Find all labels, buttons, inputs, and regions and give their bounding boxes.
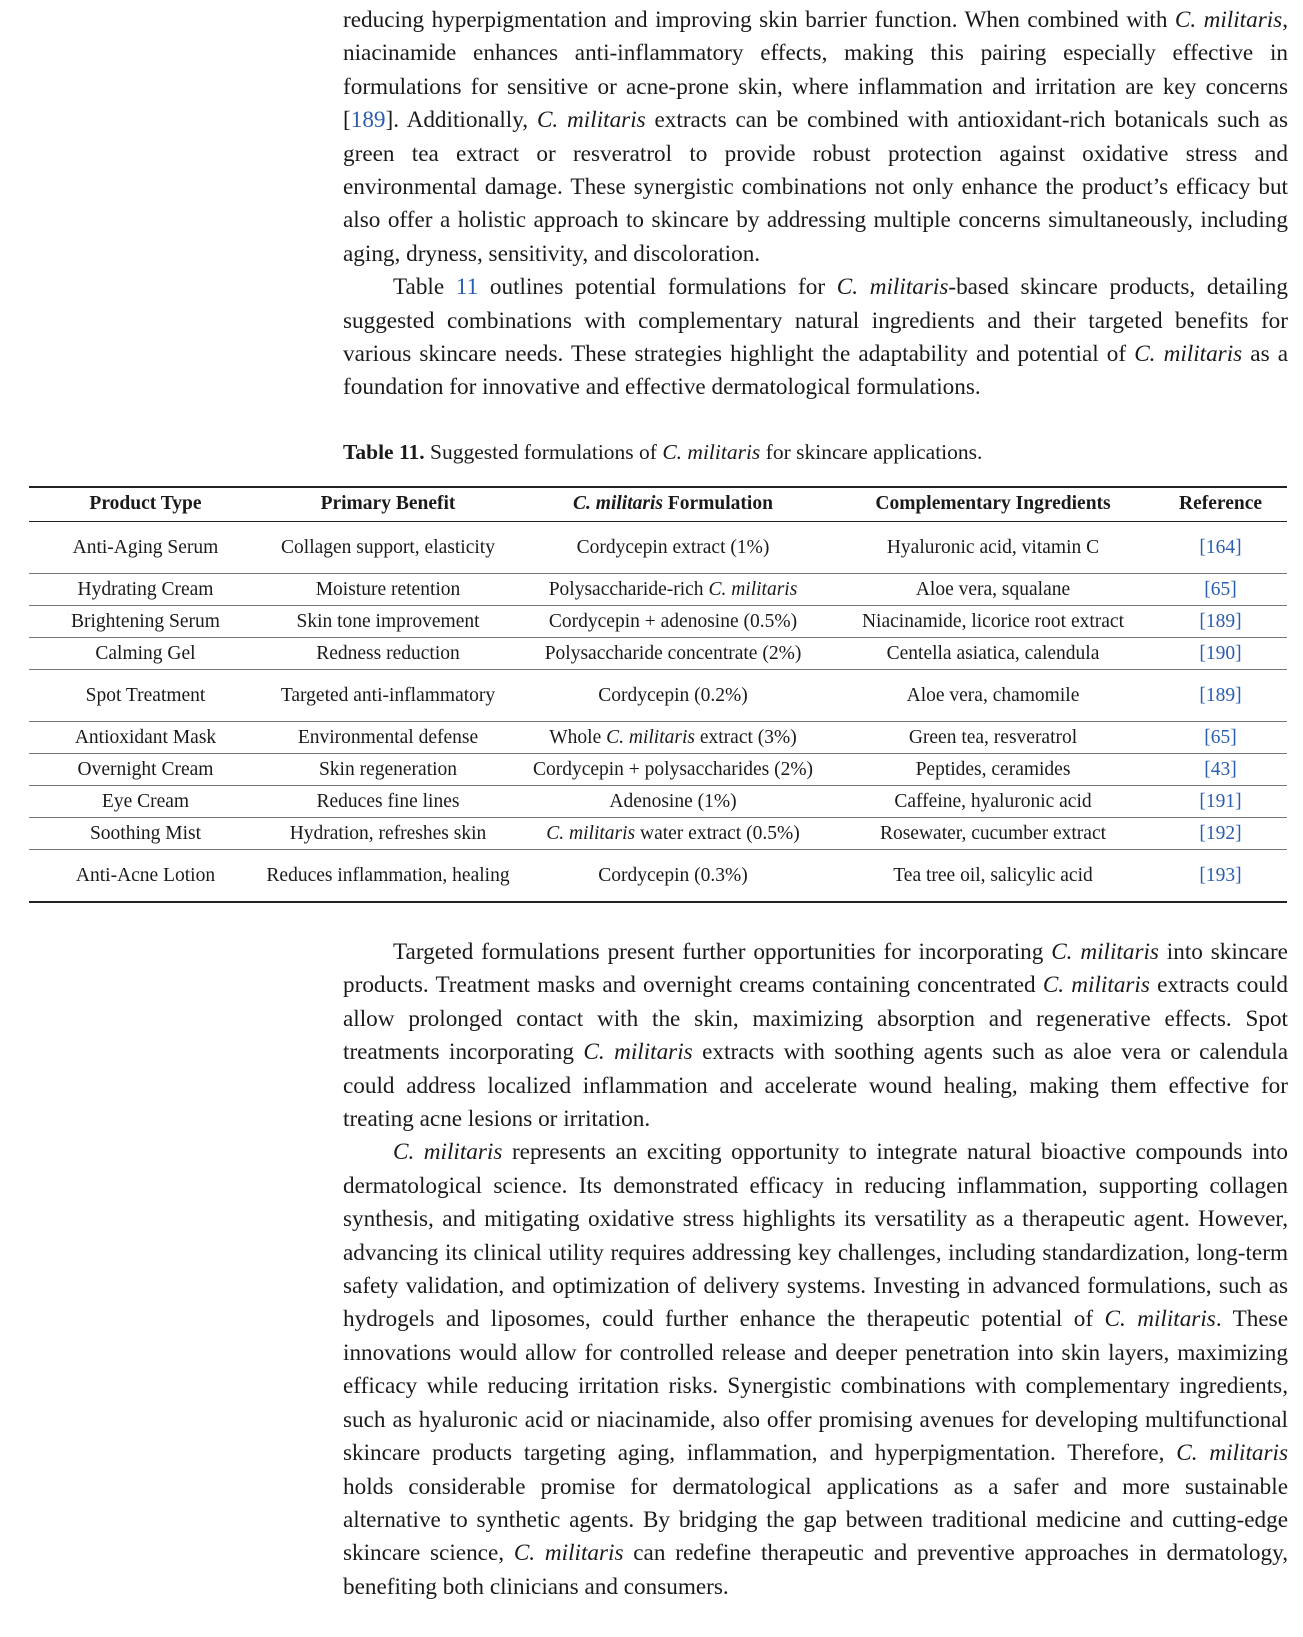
header-reference: Reference [1154, 487, 1287, 522]
table-row [29, 522, 1287, 574]
cell-reference [1154, 574, 1287, 606]
cell-reference [1154, 786, 1287, 818]
cell-product-type: Overnight Cream [29, 754, 262, 786]
cell-formulation: Cordycepin + polysaccharides (2%) [514, 754, 832, 786]
cell-primary-benefit: Skin regeneration [262, 754, 514, 786]
cell-complementary-ingredients: Hyaluronic acid, vitamin C [832, 522, 1154, 574]
citation-link[interactable]: [192] [1199, 822, 1242, 844]
table-header-row [29, 487, 1287, 522]
cell-complementary-ingredients: Centella asiatica, calendula [832, 638, 1154, 670]
cell-formulation: C. militaris water extract (0.5%) [514, 818, 832, 850]
citation-link[interactable]: [190] [1199, 642, 1242, 664]
cell-product-type: Spot Treatment [29, 670, 262, 722]
cell-reference [1154, 850, 1287, 903]
cell-product-type: Hydrating Cream [29, 574, 262, 606]
header-complementary-ingredients: Complementary Ingredients [832, 487, 1154, 522]
cell-primary-benefit: Reduces inflammation, healing [262, 850, 514, 903]
table-row [29, 850, 1287, 903]
cell-formulation: Whole C. militaris extract (3%) [514, 722, 832, 754]
cell-complementary-ingredients: Green tea, resveratrol [832, 722, 1154, 754]
cell-reference [1154, 670, 1287, 722]
table-body [29, 522, 1287, 903]
cell-reference [1154, 818, 1287, 850]
cell-primary-benefit: Redness reduction [262, 638, 514, 670]
table-row [29, 670, 1287, 722]
cell-formulation: Polysaccharide concentrate (2%) [514, 638, 832, 670]
table-row [29, 754, 1287, 786]
header-formulation: C. militaris Formulation [514, 487, 832, 522]
citation-link-189[interactable]: 189 [350, 107, 386, 134]
cell-complementary-ingredients: Caffeine, hyaluronic acid [832, 786, 1154, 818]
cell-complementary-ingredients: Aloe vera, squalane [832, 574, 1154, 606]
cell-primary-benefit: Hydration, refreshes skin [262, 818, 514, 850]
cell-complementary-ingredients: Aloe vera, chamomile [832, 670, 1154, 722]
citation-link[interactable]: [191] [1199, 790, 1242, 812]
citation-link[interactable]: [193] [1199, 864, 1242, 886]
cell-reference [1154, 606, 1287, 638]
paragraph-niacinamide: reducing hyperpigmentation and improving skin barrier function. When combined with C. militaris, niacinamide enhances anti-inflammatory effects, making this pairing especially effective in formulations for sensitive or acne-prone skin, where inflammation and irritation are key concerns [189]. Additionally, C. militaris extracts can be combined with antioxidant-rich botanicals such as green tea extract or resveratrol to provide robust protection against oxidative stress and environmental damage. These synergistic combinations not only enhance the product’s efficacy but also offer a holistic approach to skincare by addressing multiple concerns simultaneously, including aging, dryness, sensitivity, and discoloration. [343, 7, 1288, 267]
cell-formulation: Cordycepin + adenosine (0.5%) [514, 606, 832, 638]
cell-complementary-ingredients: Rosewater, cucumber extract [832, 818, 1154, 850]
citation-link[interactable]: [65] [1204, 726, 1237, 748]
citation-link[interactable]: [43] [1204, 758, 1237, 780]
header-primary-benefit: Primary Benefit [262, 487, 514, 522]
cell-primary-benefit: Moisture retention [262, 574, 514, 606]
cell-product-type: Brightening Serum [29, 606, 262, 638]
cell-product-type: Soothing Mist [29, 818, 262, 850]
citation-link[interactable]: [189] [1199, 684, 1242, 706]
citation-link[interactable]: [189] [1199, 610, 1242, 632]
cell-complementary-ingredients: Tea tree oil, salicylic acid [832, 850, 1154, 903]
bottom-body-text [343, 936, 1288, 1604]
cell-complementary-ingredients: Peptides, ceramides [832, 754, 1154, 786]
cell-product-type: Eye Cream [29, 786, 262, 818]
cell-primary-benefit: Reduces fine lines [262, 786, 514, 818]
cell-reference [1154, 754, 1287, 786]
table-link-11[interactable]: 11 [455, 274, 479, 301]
cell-primary-benefit: Targeted anti-inflammatory [262, 670, 514, 722]
formulations-table [29, 486, 1287, 903]
cell-formulation: Cordycepin (0.2%) [514, 670, 832, 722]
cell-formulation: Cordycepin extract (1%) [514, 522, 832, 574]
cell-formulation: Polysaccharide-rich C. militaris [514, 574, 832, 606]
citation-link[interactable]: [164] [1199, 536, 1242, 558]
cell-reference [1154, 522, 1287, 574]
cell-product-type: Anti-Aging Serum [29, 522, 262, 574]
table-caption: Table 11. Suggested formulations of C. militaris for skincare applications. [343, 440, 983, 464]
table-row [29, 606, 1287, 638]
cell-primary-benefit: Skin tone improvement [262, 606, 514, 638]
table-row [29, 638, 1287, 670]
cell-product-type: Antioxidant Mask [29, 722, 262, 754]
cell-reference [1154, 722, 1287, 754]
cell-reference [1154, 638, 1287, 670]
paragraph-table-intro: Table 11 outlines potential formulations for C. militaris-based skincare products, detailing suggested combinations with complementary natural ingredients and their targeted benefits for various skincare needs. These strategies highlight the adaptability and potential of C. militaris as a foundation for innovative and effective dermatological formulations. [343, 274, 1288, 401]
cell-formulation: Adenosine (1%) [514, 786, 832, 818]
header-product-type: Product Type [29, 487, 262, 522]
paragraph-targeted-formulations: Targeted formulations present further opportunities for incorporating C. militaris into skincare products. Treatment masks and overnight creams containing concentrated C. militaris extracts could allow prolonged contact with the skin, maximizing absorption and regenerative effects. Spot treatments incorporating C. militaris extracts with soothing agents such as aloe vera or calendula could address localized inflammation and accelerate wound healing, making them effective for treating acne lesions or irritation. [343, 939, 1288, 1133]
cell-primary-benefit: Environmental defense [262, 722, 514, 754]
table-caption-label: Table 11. [343, 440, 425, 464]
top-body-text [343, 4, 1288, 405]
cell-complementary-ingredients: Niacinamide, licorice root extract [832, 606, 1154, 638]
cell-formulation: Cordycepin (0.3%) [514, 850, 832, 903]
citation-link[interactable]: [65] [1204, 578, 1237, 600]
table-row [29, 722, 1287, 754]
cell-product-type: Anti-Acne Lotion [29, 850, 262, 903]
table-row [29, 818, 1287, 850]
table-row [29, 786, 1287, 818]
cell-primary-benefit: Collagen support, elasticity [262, 522, 514, 574]
cell-product-type: Calming Gel [29, 638, 262, 670]
paragraph-conclusion: C. militaris represents an exciting opportunity to integrate natural bioactive compounds into dermatological science. Its demonstrated efficacy in reducing inflammation, supporting collagen synthesis, and mitigating oxidative stress highlights its versatility as a therapeutic agent. However, advancing its clinical utility requires addressing key challenges, including standardization, long-term safety validation, and optimization of delivery systems. Investing in advanced formulations, such as hydrogels and liposomes, could further enhance the therapeutic potential of C. militaris. These innovations would allow for controlled release and deeper penetration into skin layers, maximizing efficacy while reducing irritation risks. Synergistic combinations with complementary ingredients, such as hyaluronic acid or niacinamide, also offer promising avenues for developing multifunctional skincare products targeting aging, inflammation, and hyperpigmentation. Therefore, C. militaris holds considerable promise for dermatological applications as a safer and more sustainable alternative to synthetic agents. By bridging the gap between traditional medicine and cutting-edge skincare science, C. militaris can redefine therapeutic and preventive approaches in dermatology, benefiting both clinicians and consumers. [343, 1139, 1288, 1600]
table-row [29, 574, 1287, 606]
